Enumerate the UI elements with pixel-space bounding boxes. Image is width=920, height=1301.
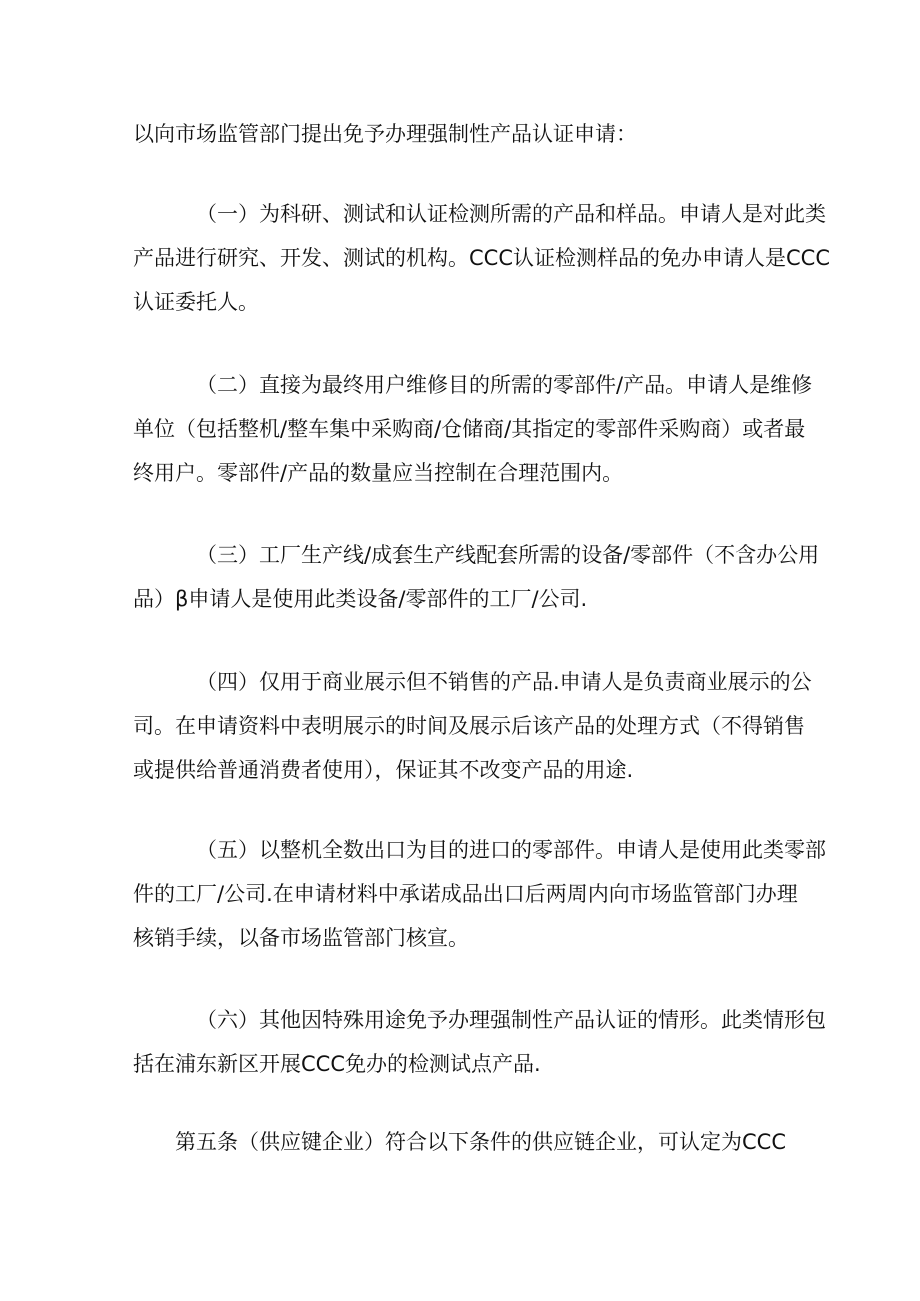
text-line: 产品进行研究、开发、测试的机构。CCC认证检测样品的免办申请人是CCC — [133, 246, 830, 270]
text-line: （六）其他因特殊用途免予办理强制性产品认证的情形。此类情形包 — [196, 1008, 826, 1032]
text-line: （五）以整机全数出口为目的进口的零部件。申请人是使用此类零部 — [196, 838, 826, 862]
text-line: 件的工厂/公司.在申请材料中承诺成品出口后两周内向市场监管部门办理 — [133, 882, 798, 906]
text-line: 核销手续，以备市场监管部门核宣。 — [133, 926, 469, 950]
text-line: 品）β申请人是使用此类设备/零部件的工厂/公司. — [133, 587, 588, 611]
paragraph-item-1 — [0, 192, 920, 324]
text-line: （三）工厂生产线/成套生产线配套所需的设备/零部件（不含办公用 — [196, 543, 820, 567]
text-line: 或提供给普通消费者使用），保证其不改变产品的用途. — [133, 758, 634, 782]
paragraph-item-3 — [0, 533, 920, 621]
text-line: （二）直接为最终用户维修目的所需的零部件/产品。申请人是维修 — [196, 373, 813, 397]
paragraph-item-6 — [0, 998, 920, 1086]
paragraph-item-2 — [0, 363, 920, 495]
text-line: （四）仅用于商业展示但不销售的产品.申请人是负责商业展示的公 — [196, 670, 812, 694]
paragraph-item-4 — [0, 660, 920, 792]
text-line: 以向市场监管部门提出免予办理强制性产品认证申请： — [133, 122, 637, 146]
text-line: 第五条（供应键企业）符合以下条件的供应链企业，可认定为CCC — [175, 1130, 786, 1154]
text-line: （一）为科研、测试和认证检测所需的产品和样品。申请人是对此类 — [196, 202, 826, 226]
text-line: 括在浦东新区开展CCC免办的检测试点产品. — [133, 1052, 541, 1076]
text-line: 单位（包括整机/整车集中采购商/仓储商/其指定的零部件采购商）或者最 — [133, 417, 806, 441]
paragraph-article-5 — [0, 1120, 920, 1164]
text-line: 终用户。零部件/产品的数量应当控制在合理范围内。 — [133, 461, 624, 485]
text-line: 司。在申请资料中表明展示的时间及展示后该产品的处理方式（不得销售 — [133, 714, 805, 738]
paragraph-intro — [0, 112, 920, 156]
text-line: 认证委托人。 — [133, 290, 259, 314]
paragraph-item-5 — [0, 828, 920, 960]
